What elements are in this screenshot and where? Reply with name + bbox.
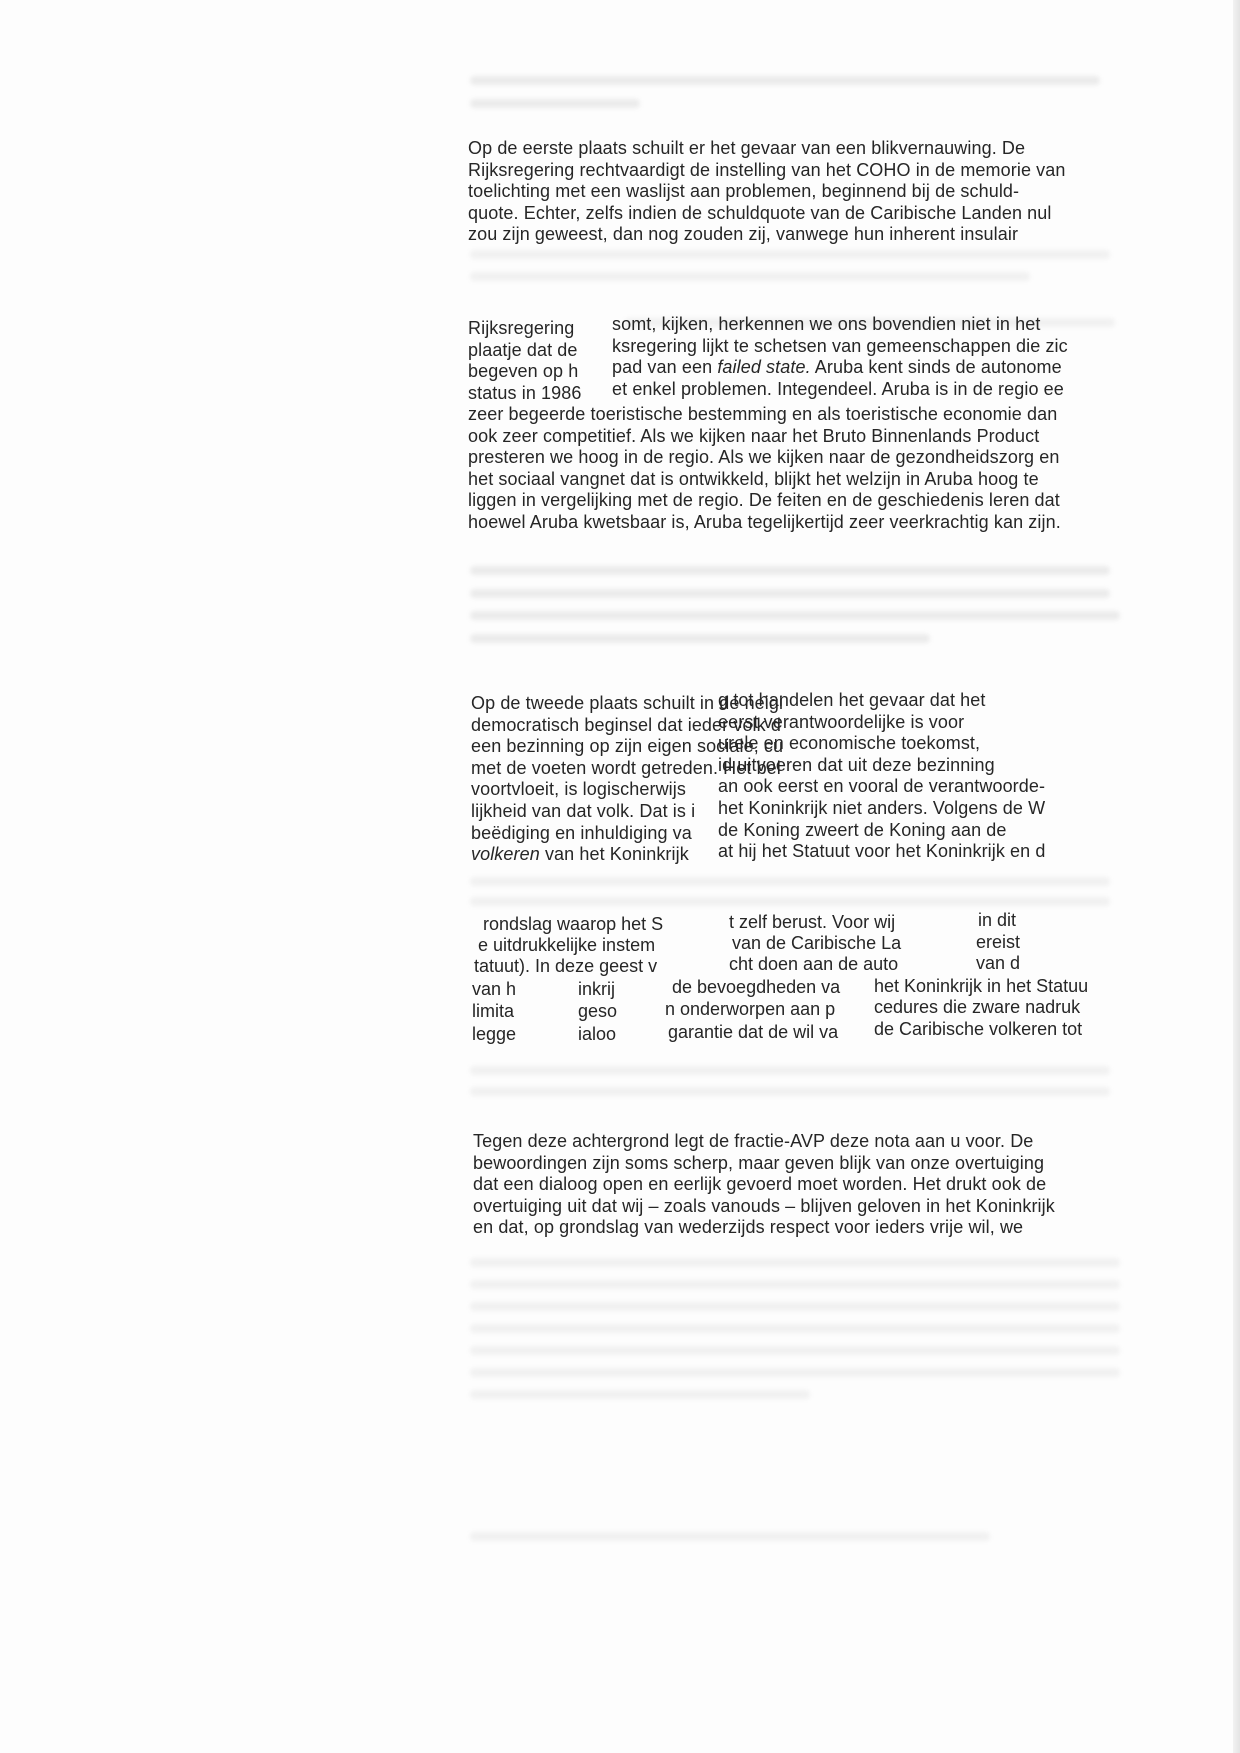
paragraph-line: id uitvoeren dat uit deze bezinning [718, 754, 995, 775]
paragraph-line: Op de tweede plaats schuilt in de neigi [471, 693, 784, 713]
paragraph-line: liggen in vergelijking met de regio. De feiten en de geschiedenis leren dat [468, 490, 1060, 511]
text-fragment: van de Caribische La [732, 933, 902, 953]
paragraph-line: bewoordingen zijn soms scherp, maar geven blijk van onze overtuiging [473, 1152, 1045, 1173]
text-fragment: ialoo [578, 1024, 617, 1044]
paragraph-2-body [468, 404, 1061, 534]
paragraph-line: et enkel problemen. Integendeel. Aruba is in de regio ee [612, 378, 1064, 399]
paragraph-line: status in 1986 [468, 382, 582, 403]
text-fragment: cht doen aan de auto [729, 954, 899, 974]
line-text: van het Koninkrijk [539, 844, 689, 865]
faded-line [470, 1258, 1120, 1267]
paragraph-line: toelichting met een waslijst aan problemen, beginnend bij de schuld- [468, 181, 1020, 202]
paragraph-line: een bezinning op zijn eigen sociale, cu [471, 736, 784, 757]
faded-line [470, 611, 1120, 620]
faded-line [470, 634, 930, 643]
paragraph-line: at hij het Statuut voor het Koninkrijk en d [718, 841, 1046, 862]
faded-line [470, 1087, 1110, 1096]
text-fragment: in dit [978, 910, 1017, 930]
paragraph-line: Op de eerste plaats schuilt er het gevaar van een blikvernauwing. De [468, 138, 1026, 158]
paragraph-line: en dat, op grondslag van wederzijds respect voor ieders vrije wil, we [473, 1217, 1024, 1238]
paragraph-line [612, 357, 1068, 379]
paragraph-line: voortvloeit, is logischerwijs [471, 779, 686, 800]
faded-line [470, 76, 1100, 85]
text-fragment: e uitdrukkelijke instem [478, 935, 656, 955]
paragraph-line: beëdiging en inhuldiging va [471, 822, 692, 843]
faded-line [470, 1066, 1110, 1075]
faded-line [470, 1280, 1120, 1289]
page-edge-shadow [1233, 0, 1240, 1753]
paragraph-line: an ook eerst en vooral de verantwoorde- [718, 776, 1046, 797]
text-fragment: cedures die zware nadruk [874, 997, 1081, 1017]
paragraph-line: het Koninkrijk niet anders. Volgens de W [718, 797, 1046, 818]
text-fragment: van h [472, 979, 517, 999]
paragraph-2-left-column [468, 318, 581, 404]
faded-line [470, 1324, 1120, 1333]
text-fragment: ereist [976, 932, 1021, 952]
text-fragment: rondslag waarop het S [483, 914, 664, 934]
text-fragment: n onderworpen aan p [665, 999, 836, 1019]
faded-line [470, 897, 1110, 906]
paragraph-2-right-column [612, 314, 1068, 400]
paragraph-line: democratisch beginsel dat ieder volk d [471, 714, 781, 735]
paragraph-line: met de voeten wordt getreden. Het bel [471, 757, 781, 778]
paragraph-line: Rijksregering rechtvaardigt de instelling van het COHO in de memorie van [468, 159, 1066, 180]
paragraph-line: quote. Echter, zelfs indien de schuldquote van de Caribische Landen nul [468, 202, 1052, 223]
text-fragment: van d [976, 953, 1021, 973]
paragraph-5 [473, 1131, 1055, 1239]
paragraph-line: lijkheid van dat volk. Dat is i [471, 800, 696, 821]
paragraph-line: urele en economische toekomst, [718, 733, 981, 754]
paragraph-line: ook zeer competitief. Als we kijken naar het Bruto Binnenlands Product [468, 425, 1040, 446]
emphasis-text: failed state. [717, 357, 811, 378]
faded-line [470, 877, 1110, 886]
line-text: pad van een [612, 357, 713, 378]
paragraph-line: presteren we hoog in de regio. Als we kijken naar de gezondheidszorg en [468, 447, 1060, 468]
paragraph-line: het sociaal vangnet dat is ontwikkeld, blijkt het welzijn in Aruba hoog te [468, 468, 1039, 489]
faded-line [470, 1368, 1120, 1377]
text-fragment: limita [472, 1001, 515, 1021]
paragraph-line: hoewel Aruba kwetsbaar is, Aruba tegelijkertijd zeer veerkrachtig kan zijn. [468, 511, 1061, 532]
faded-line [470, 1346, 1120, 1355]
paragraph-line: plaatje dat de [468, 339, 578, 360]
faded-line [470, 250, 1110, 259]
text-fragment: garantie dat de wil va [668, 1022, 839, 1042]
text-fragment: inkrij [578, 979, 616, 999]
text-fragment: de bevoegdheden va [672, 977, 841, 997]
paragraph-line: ksregering lijkt te schetsen van gemeenschappen die zic [612, 335, 1068, 356]
text-fragment: tatuut). In deze geest v [474, 956, 658, 976]
paragraph-line: Tegen deze achtergrond legt de fractie-AVP deze nota aan u voor. De [473, 1131, 1034, 1151]
line-text: Aruba kent sinds de autonome [810, 357, 1062, 378]
text-fragment: geso [578, 1001, 618, 1021]
faded-line [470, 272, 1030, 281]
text-fragment: de Caribische volkeren tot [874, 1019, 1083, 1039]
paragraph-line: begeven op h [468, 361, 579, 382]
text-fragment: t zelf berust. Voor wij [729, 912, 896, 932]
paragraph-line: dat een dialoog open en eerlijk gevoerd moet worden. Het drukt ook de [473, 1174, 1047, 1195]
emphasis-text: volkeren [471, 844, 540, 865]
paragraph-line: g tot handelen het gevaar dat het [718, 690, 986, 710]
text-fragment: legge [472, 1024, 517, 1044]
faded-line [470, 1390, 810, 1399]
faded-line [470, 1532, 990, 1541]
paragraph-3-right-column [718, 690, 1046, 863]
text-fragment: het Koninkrijk in het Statuu [874, 976, 1089, 996]
paragraph-1 [468, 138, 1065, 246]
paragraph-line: Rijksregering [468, 318, 575, 338]
paragraph-line: somt, kijken, herkennen we ons bovendien niet in het [612, 314, 1041, 334]
faded-line [470, 589, 1110, 598]
paragraph-line: de Koning zweert de Koning aan de [718, 819, 1007, 840]
faded-line [470, 566, 1110, 575]
faded-line [470, 99, 640, 108]
paragraph-line: eerst verantwoordelijke is voor [718, 711, 965, 732]
paragraph-line: overtuiging uit dat wij – zoals vanouds – blijven geloven in het Koninkrijk [473, 1195, 1055, 1216]
paragraph-line: zou zijn geweest, dan nog zouden zij, vanwege hun inherent insulair [468, 224, 1019, 245]
faded-line [470, 1302, 1120, 1311]
paragraph-line: zeer begeerde toeristische bestemming en als toeristische economie dan [468, 404, 1058, 424]
